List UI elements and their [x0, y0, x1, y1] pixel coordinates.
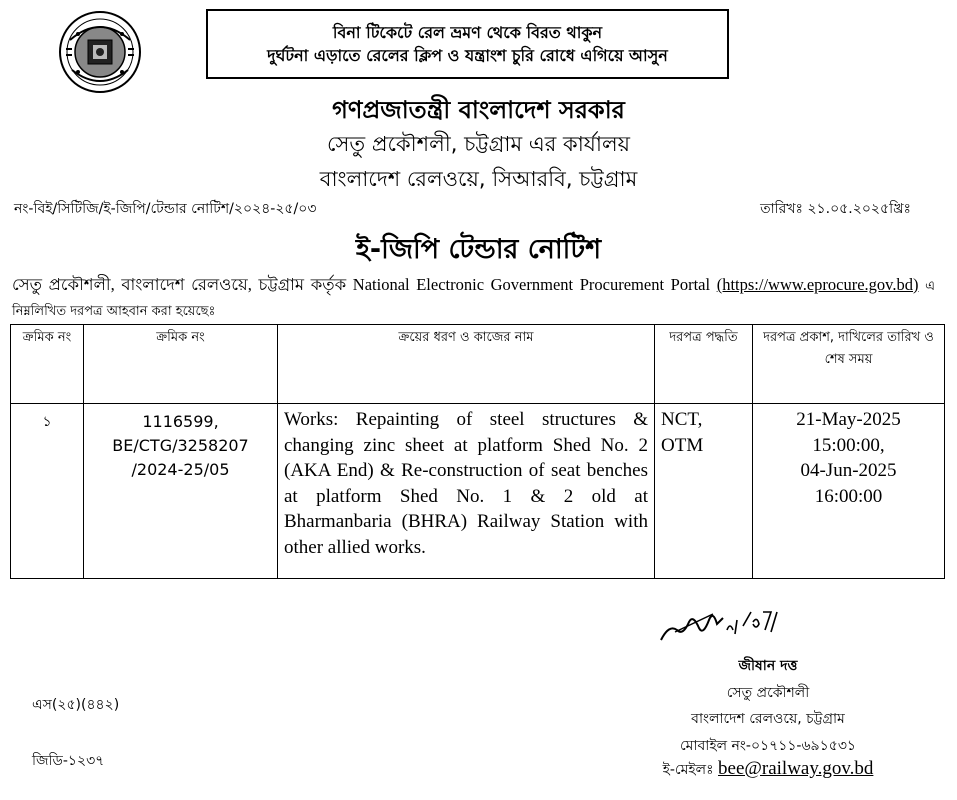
notice-title: ই-জিপি টেন্ডার নোটিশ	[355, 234, 602, 265]
intro-paragraph	[12, 273, 935, 323]
signatory-designation: সেতু প্রকৌশলী	[726, 685, 810, 701]
organization-heading: বাংলাদেশ রেলওয়ে, সিআরবি, চট্টগ্রাম	[319, 167, 638, 191]
table-row	[11, 404, 945, 579]
government-heading: গণপ্রজাতন্ত্রী বাংলাদেশ সরকার	[332, 96, 625, 124]
email-link[interactable]: bee@railway.gov.bd	[718, 758, 874, 779]
railway-emblem-logo	[58, 10, 142, 94]
table-header-row	[11, 325, 945, 404]
header-dates: দরপত্র প্রকাশ, দাখিলের তারিখ ও শেষ সময়	[753, 325, 945, 404]
handwritten-signature	[655, 600, 795, 648]
tender-ref-2: /2024-25/05	[131, 460, 230, 479]
signatory-organization: বাংলাদেশ রেলওয়ে, চট্টগ্রাম	[691, 711, 845, 727]
header-method: দরপত্র পদ্ধতি	[655, 325, 753, 404]
tender-table	[10, 324, 945, 579]
method-1: NCT,	[661, 409, 703, 430]
tender-id: 1116599,	[142, 412, 219, 431]
email-label: ই-মেইলঃ	[662, 762, 719, 778]
emblem-icon	[58, 10, 142, 94]
header-work-name: ক্রয়ের ধরণ ও কাজের নাম	[278, 325, 655, 404]
signatory-name: জীষান দত্ত	[738, 658, 798, 674]
tender-ref-1: BE/CTG/3258207	[112, 436, 249, 455]
intro-suffix: এ নিম্নলিখিত দরপত্র আহবান করা হয়েছেঃ	[12, 279, 936, 319]
banner-line-2: দুর্ঘটনা এড়াতে রেলের ক্লিপ ও যন্ত্রাংশ চুরি রোধে এগিয়ে আসুন	[267, 46, 668, 65]
signature-icon	[655, 600, 795, 648]
portal-link[interactable]: (https://www.eprocure.gov.bd)	[716, 275, 919, 294]
cell-method	[655, 404, 753, 579]
closing-time: 16:00:00	[814, 485, 883, 507]
header-serial: ক্রমিক নং	[11, 325, 84, 404]
closing-date: 04-Jun-2025	[800, 460, 897, 481]
publish-time: 15:00:00,	[812, 434, 885, 456]
memo-date: তারিখঃ ২১.০৫.২০২৫খ্রিঃ	[760, 201, 911, 217]
safety-banner	[206, 9, 729, 79]
publish-date: 21-May-2025	[796, 409, 901, 430]
office-heading: সেতু প্রকৌশলী, চট্টগ্রাম এর কার্যালয়	[327, 132, 630, 156]
memo-reference: নং-বিই/সিটিজি/ই-জিপি/টেন্ডার নোটিশ/২০২৪-২৫/০৩	[14, 201, 317, 217]
header-tender-id: ক্রমিক নং	[84, 325, 278, 404]
s-code: এস(২৫)(৪৪২)	[32, 697, 120, 713]
cell-serial: ১	[11, 404, 84, 579]
banner-line-1: বিনা টিকেটে রেল ভ্রমণ থেকে বিরত থাকুন	[332, 23, 603, 42]
intro-prefix: সেতু প্রকৌশলী, বাংলাদেশ রেলওয়ে, চট্টগ্রাম কর্তৃক National Electronic Government Procurement Portal	[12, 275, 711, 294]
cell-dates	[753, 404, 945, 579]
cell-tender-id	[84, 404, 278, 579]
cell-work-description: Works: Repainting of steel structures & changing zinc sheet at platform Shed No. 2 (AKA End) & Re-construction of seat benches at platform Shed No. 1 & 2 old at Bharmanbaria (BHRA) Railway Station with other allied works.	[278, 404, 655, 579]
signatory-mobile: মোবাইল নং-০১৭১১-৬৯১৫৩১	[679, 738, 857, 754]
gd-code: জিডি-১২৩৭	[32, 753, 105, 769]
method-2: OTM	[661, 434, 704, 456]
signatory-email-line	[568, 758, 957, 782]
